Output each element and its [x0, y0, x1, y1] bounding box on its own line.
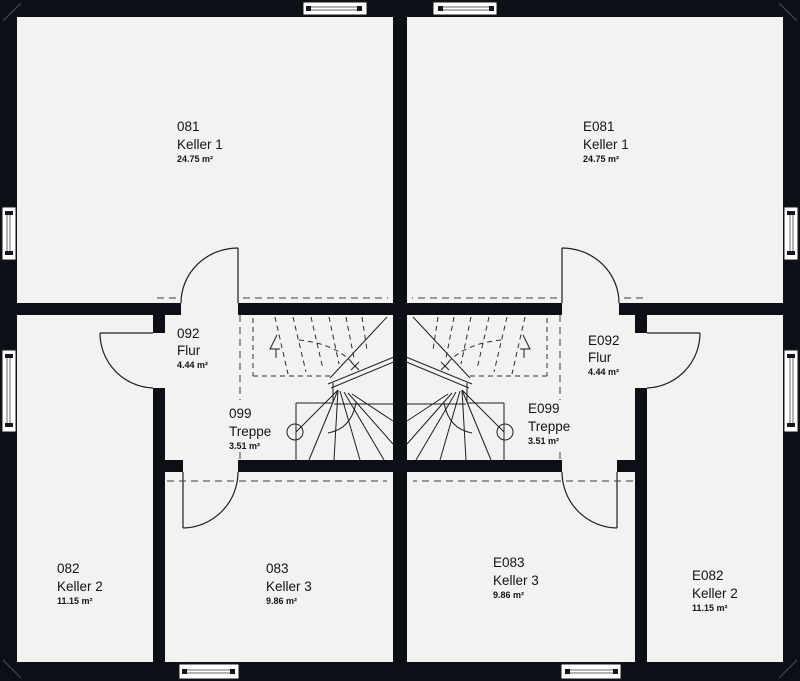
room-area-label: 9.86 m² [493, 590, 525, 600]
room-name-label: Treppe [229, 424, 272, 439]
room-area-label: 9.86 m² [266, 596, 298, 606]
room-area-label: 4.44 m² [588, 367, 620, 377]
room-area-label: 11.15 m² [692, 603, 728, 613]
room-name-label: Keller 2 [692, 586, 738, 601]
room-name-label: Flur [588, 350, 612, 365]
room-id-label: 099 [229, 406, 252, 421]
room-name-label: Keller 1 [583, 137, 629, 152]
room-name-label: Keller 2 [57, 579, 103, 594]
room-area-label: 11.15 m² [57, 596, 93, 606]
room-area-label: 4.44 m² [177, 360, 209, 370]
room-area-label: 3.51 m² [229, 441, 261, 451]
room-id-label: E081 [583, 119, 615, 134]
room-name-label: Treppe [528, 419, 571, 434]
room-name-label: Flur [177, 343, 201, 358]
room-name-label: Keller 1 [177, 137, 223, 152]
room-id-label: 081 [177, 119, 200, 134]
room-id-label: 092 [177, 326, 200, 341]
room-id-label: 082 [57, 561, 80, 576]
room-id-label: 083 [266, 561, 289, 576]
room-name-label: Keller 3 [493, 573, 539, 588]
room-id-label: E083 [493, 555, 525, 570]
room-area-label: 3.51 m² [528, 436, 560, 446]
room-area-label: 24.75 m² [177, 154, 214, 164]
room-name-label: Keller 3 [266, 579, 312, 594]
room-id-label: E082 [692, 568, 724, 583]
room-area-label: 24.75 m² [583, 154, 620, 164]
room-id-label: E099 [528, 401, 560, 416]
room-id-label: E092 [588, 333, 620, 348]
